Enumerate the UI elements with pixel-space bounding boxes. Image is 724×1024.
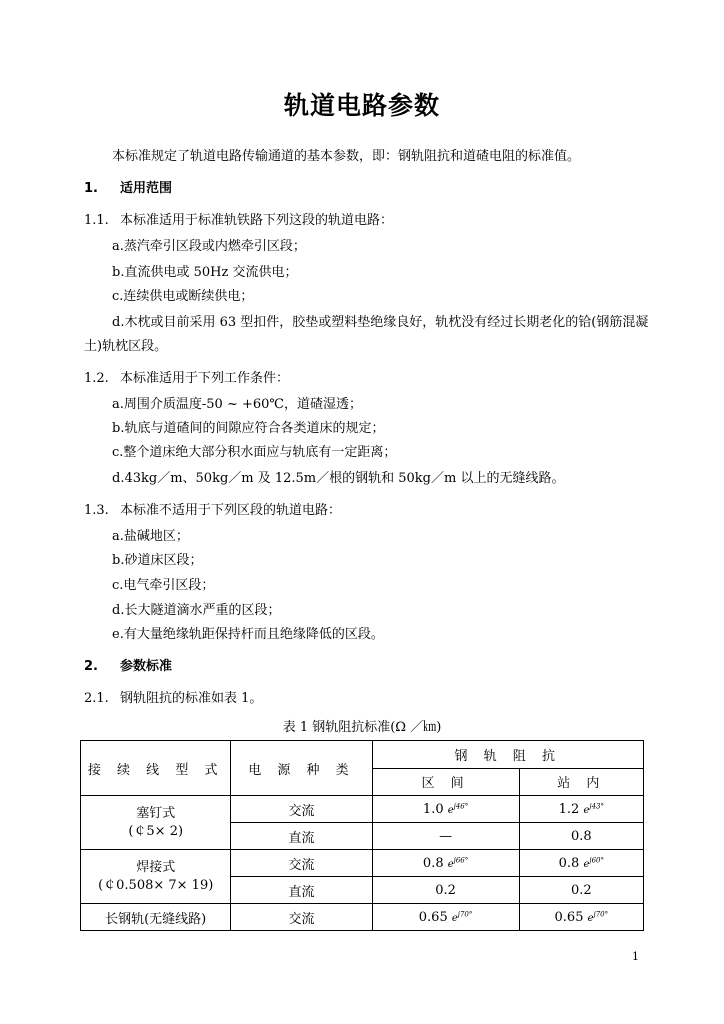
table-row xyxy=(81,796,644,823)
impedance-cell xyxy=(372,796,519,823)
connection-type-cell: 长钢轨(无缝线路) xyxy=(81,904,231,931)
impedance-magnitude: 0.8 xyxy=(422,855,444,871)
clause-number: 1.1. xyxy=(84,213,109,228)
impedance-cell xyxy=(372,904,519,931)
impedance-cell: 0.2 xyxy=(519,877,643,904)
section-title: 参数标准 xyxy=(120,659,173,674)
clause-1-1 xyxy=(84,213,393,229)
list-item-continuation: 土)轨枕区段。 xyxy=(84,339,168,354)
impedance-cell: — xyxy=(372,823,519,850)
connection-type-cell xyxy=(81,850,231,904)
impedance-phase xyxy=(447,802,469,816)
clause-number: 1.3. xyxy=(84,503,109,518)
phase-base: e xyxy=(451,912,458,924)
list-item: b.砂道床区段； xyxy=(112,553,203,568)
list-item: d.长大隧道滴水严重的区段； xyxy=(112,603,281,618)
power-type-cell: 直流 xyxy=(231,877,372,904)
power-type-cell: 交流 xyxy=(231,904,372,931)
clause-1-2 xyxy=(84,371,289,387)
impedance-cell xyxy=(519,796,643,823)
impedance-cell: 0.8 xyxy=(519,823,643,850)
connection-name: 焊接式 xyxy=(136,859,176,875)
list-item: d.43kg／m、50kg／m 及 12.5m／根的钢轨和 50kg／m 以上的无缝线路。 xyxy=(112,471,565,486)
impedance-phase xyxy=(587,910,609,924)
page-title: 轨道电路参数 xyxy=(283,91,440,120)
section-title: 适用范围 xyxy=(120,181,173,196)
header-station: 站 内 xyxy=(519,768,643,796)
section-number: 2. xyxy=(84,659,98,674)
phase-exponent: j60° xyxy=(589,856,604,865)
table-row xyxy=(81,904,644,931)
impedance-magnitude: 0.8 xyxy=(558,855,580,871)
list-item: b.轨底与道碴间的间隙应符合各类道床的规定； xyxy=(112,421,385,436)
phase-exponent: j66° xyxy=(453,856,469,865)
list-item: a.周围介质温度-50 ~ +60℃，道碴湿透； xyxy=(112,397,362,412)
header-rail-impedance: 钢 轨 阻 抗 xyxy=(372,741,643,769)
connection-spec: (￠0.508× 7× 19) xyxy=(98,877,214,893)
intro-paragraph: 本标准规定了轨道电路传输通道的基本参数，即：钢轨阻抗和道碴电阻的标准值。 xyxy=(112,149,581,164)
impedance-phase xyxy=(583,802,604,816)
phase-exponent: j46° xyxy=(453,802,469,811)
phase-base: e xyxy=(587,912,594,924)
clause-number: 2.1. xyxy=(84,691,109,706)
list-item: e.有大量绝缘轨距保持杆而且绝缘降低的区段。 xyxy=(112,627,384,642)
phase-base: e xyxy=(583,858,590,870)
impedance-magnitude: 1.0 xyxy=(422,801,444,817)
clause-2-1 xyxy=(84,691,262,707)
list-item: a.蒸汽牵引区段或内燃牵引区段； xyxy=(112,239,306,254)
clause-text: 钢轨阻抗的标准如表 1。 xyxy=(120,691,263,706)
clause-text: 本标准适用于标准轨铁路下列这段的轨道电路： xyxy=(120,213,394,228)
header-power-type: 电 源 种 类 xyxy=(231,741,372,796)
list-item: a.盐碱地区； xyxy=(112,529,189,544)
impedance-cell xyxy=(519,904,643,931)
impedance-magnitude: 1.2 xyxy=(558,801,580,817)
clause-text: 本标准适用于下列工作条件： xyxy=(120,371,290,386)
phase-exponent: j70° xyxy=(457,910,473,919)
list-item: b.直流供电或 50Hz 交流供电； xyxy=(112,265,298,280)
page-number: 1 xyxy=(632,950,639,963)
list-item: c.电气牵引区段； xyxy=(112,578,215,593)
connection-type-cell xyxy=(81,796,231,850)
power-type-cell: 直流 xyxy=(231,823,372,850)
impedance-magnitude: 0.65 xyxy=(554,909,584,925)
table-row xyxy=(81,850,644,877)
rail-impedance-table xyxy=(80,740,644,931)
phase-base: e xyxy=(583,804,590,816)
list-item: c.连续供电或断续供电； xyxy=(112,289,254,304)
table-caption: 表 1 钢轨阻抗标准(Ω ／㎞) xyxy=(282,720,442,735)
power-type-cell: 交流 xyxy=(231,796,372,823)
impedance-phase xyxy=(451,910,473,924)
header-interval: 区 间 xyxy=(372,768,519,796)
impedance-cell xyxy=(372,850,519,877)
impedance-cell xyxy=(519,850,643,877)
connection-spec: (￠5× 2) xyxy=(128,823,184,839)
phase-base: e xyxy=(447,804,454,816)
phase-exponent: j70° xyxy=(593,910,609,919)
impedance-cell: 0.2 xyxy=(372,877,519,904)
clause-number: 1.2. xyxy=(84,371,109,386)
section-2-heading xyxy=(84,659,172,675)
list-item: d.木枕或目前采用 63 型扣件，胶垫或塑料垫绝缘良好，轨枕没有经过长期老化的铪(钢筋混凝 xyxy=(112,315,649,330)
section-1-heading xyxy=(84,181,172,197)
clause-text: 本标准不适用于下列区段的轨道电路： xyxy=(120,503,342,518)
header-connection-type: 接 续 线 型 式 xyxy=(81,741,231,796)
section-number: 1. xyxy=(84,181,98,196)
clause-1-3 xyxy=(84,503,341,519)
impedance-phase xyxy=(583,856,604,870)
list-item: c.整个道床绝大部分积水面应与轨底有一定距离； xyxy=(112,445,397,460)
impedance-phase xyxy=(447,856,469,870)
power-type-cell: 交流 xyxy=(231,850,372,877)
connection-name: 塞钉式 xyxy=(136,805,176,821)
phase-exponent: j43° xyxy=(589,802,604,811)
impedance-magnitude: 0.65 xyxy=(418,909,448,925)
phase-base: e xyxy=(447,858,454,870)
